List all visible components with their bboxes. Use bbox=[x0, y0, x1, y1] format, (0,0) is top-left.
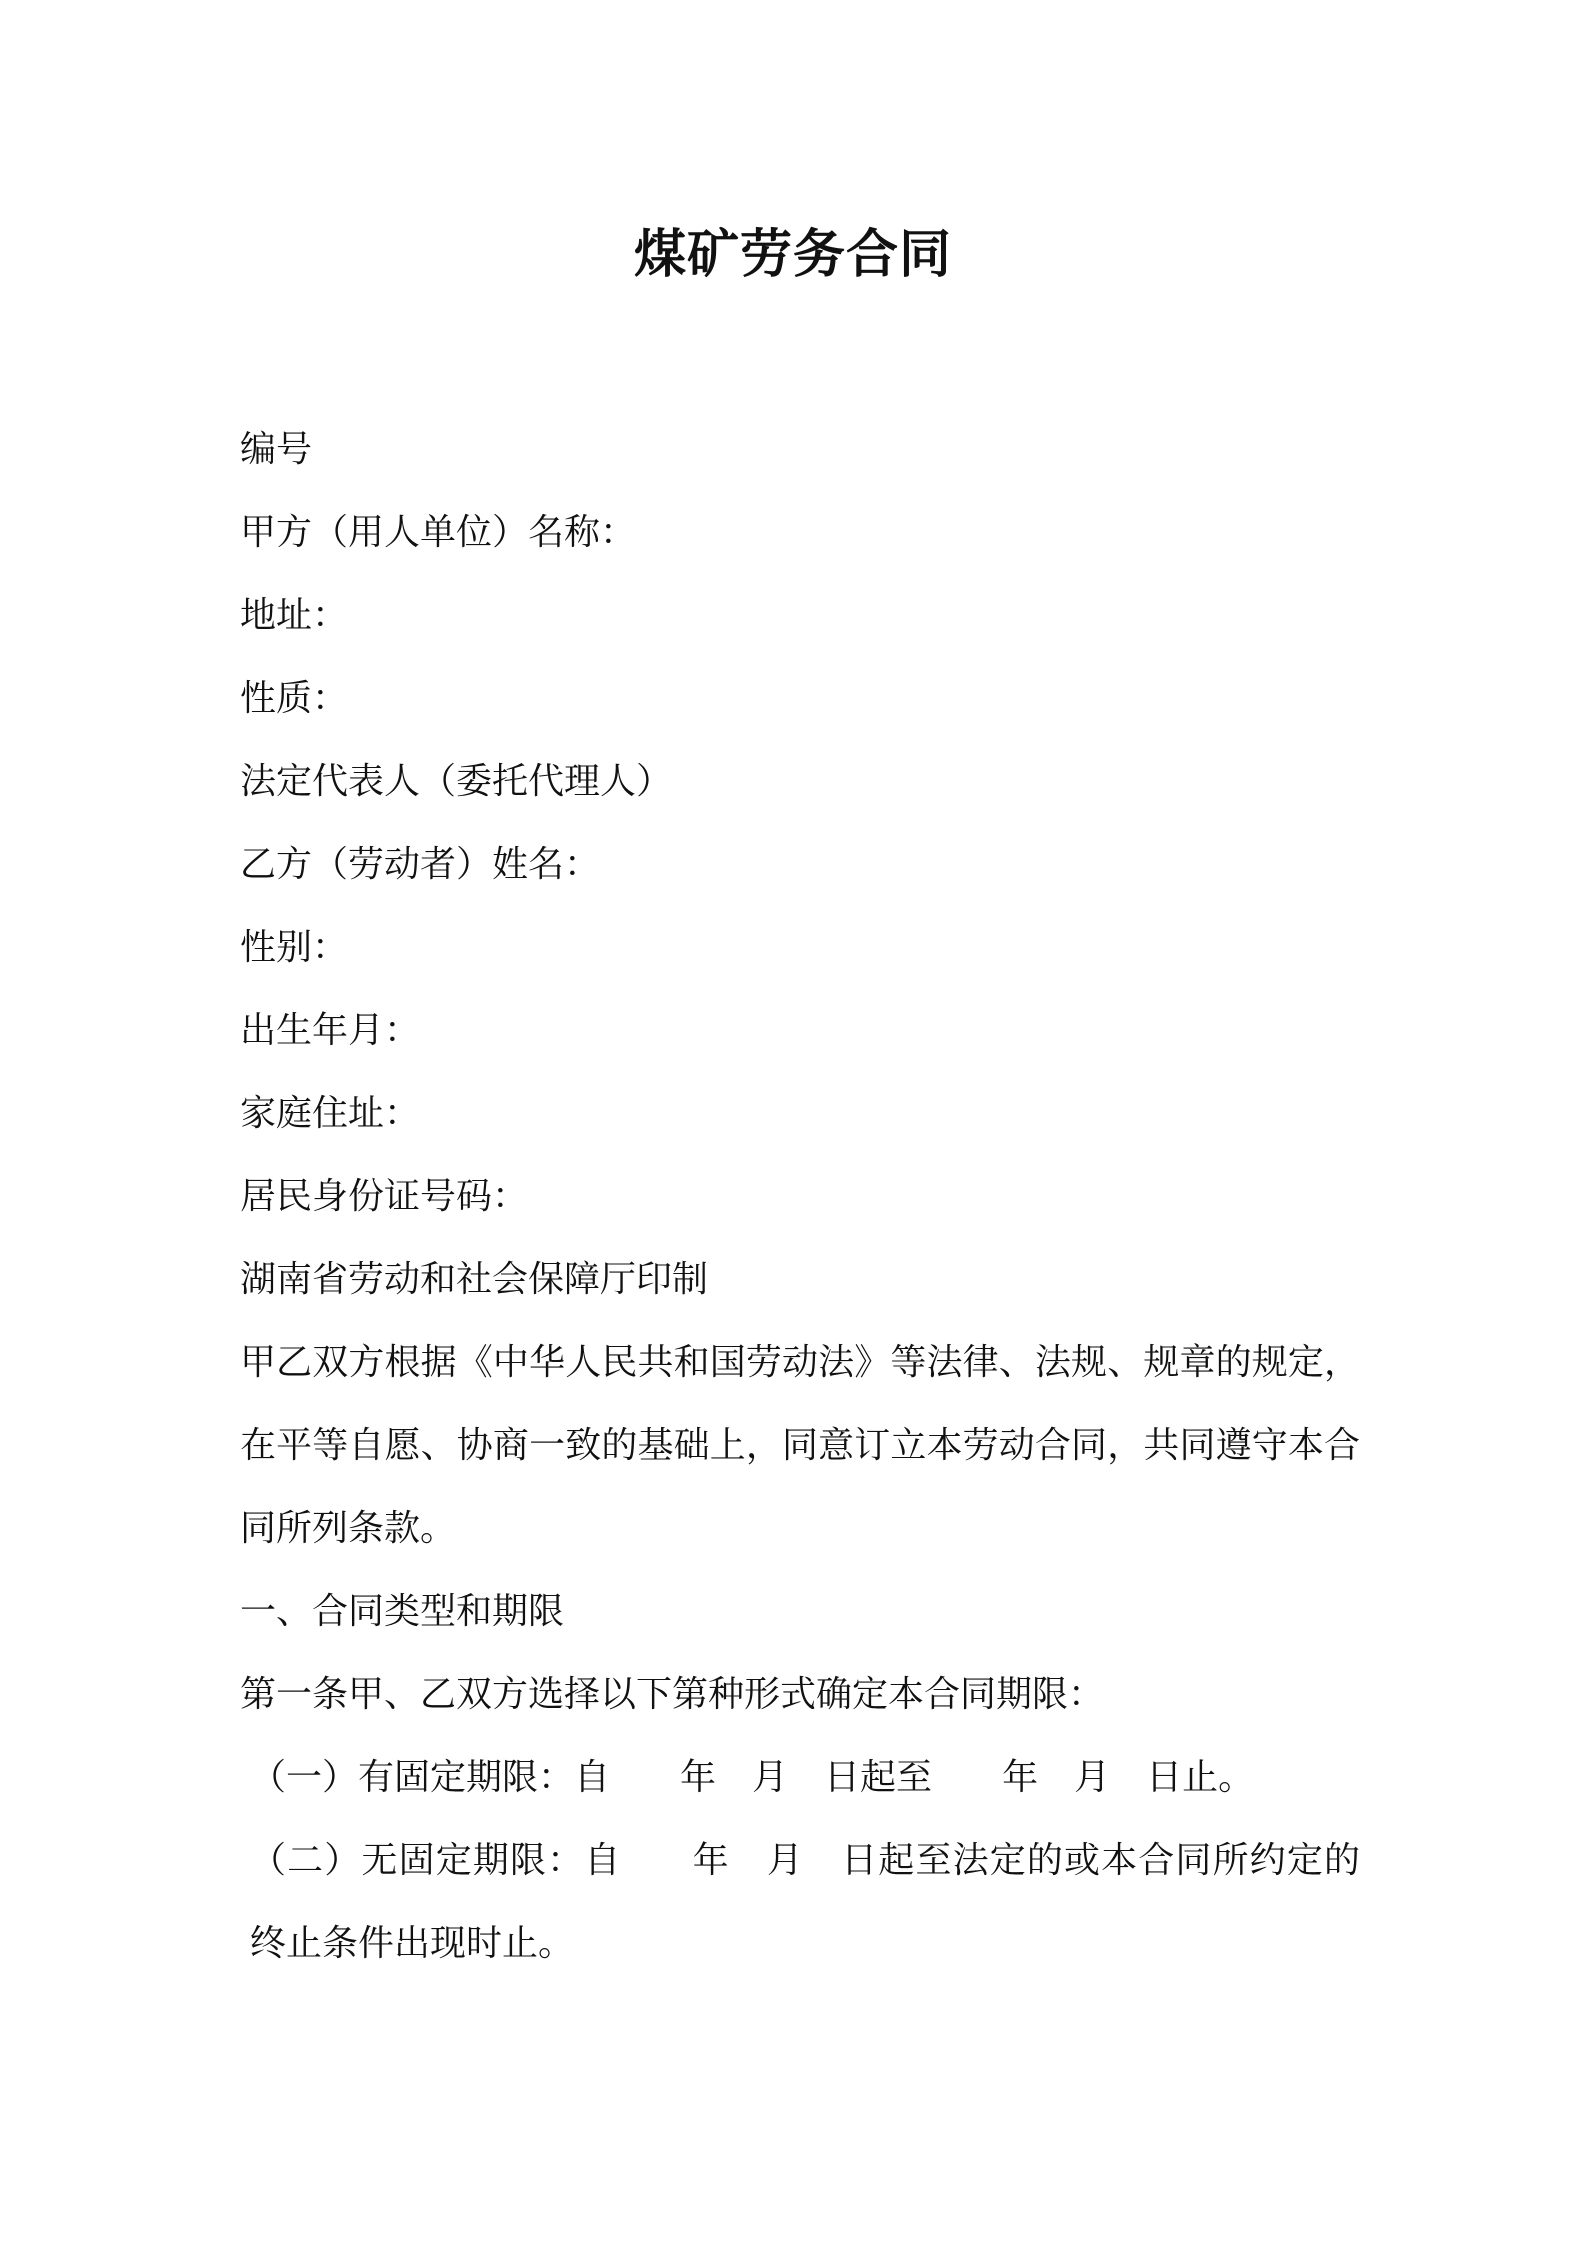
option-2-rest: 日起至法定的或本合同所约定的终止条件出现时止。 bbox=[250, 1840, 1360, 1964]
field-party-b-name: 乙方（劳动者）姓名： bbox=[240, 844, 601, 885]
option-1-year-2: 年 bbox=[1002, 1757, 1039, 1798]
document-body bbox=[240, 408, 1360, 1985]
option-1-month-1: 月 bbox=[752, 1757, 789, 1798]
preamble-paragraph: 甲乙双方根据《中华人民共和国劳动法》等法律、法规、规章的规定，在平等自愿、协商一致的基础上，同意订立本劳动合同，共同遵守本合同所列条款。 bbox=[240, 1342, 1360, 1549]
option-2-paragraph bbox=[240, 1819, 1360, 1985]
option-2-year: 年 bbox=[691, 1840, 730, 1881]
field-legal-rep: 法定代表人（委托代理人） bbox=[240, 761, 673, 802]
field-printer: 湖南省劳动和社会保障厅印制 bbox=[240, 1259, 709, 1300]
article-1: 第一条甲、乙双方选择以下第种形式确定本合同期限： bbox=[240, 1674, 1105, 1715]
field-number: 编号 bbox=[240, 429, 313, 470]
field-nature: 性质： bbox=[240, 678, 349, 719]
section-1-heading: 一、合同类型和期限 bbox=[240, 1591, 565, 1632]
option-1-month-2: 月 bbox=[1074, 1757, 1111, 1798]
field-gender: 性别： bbox=[240, 927, 349, 968]
option-1-label: （一）有固定期限：自 bbox=[250, 1757, 611, 1798]
option-1-year-1: 年 bbox=[680, 1757, 717, 1798]
field-address: 地址： bbox=[240, 595, 349, 636]
field-birth: 出生年月： bbox=[240, 1010, 421, 1051]
option-1-day-to: 日止。 bbox=[1146, 1757, 1255, 1798]
option-2-label: （二）无固定期限：自 bbox=[250, 1840, 622, 1881]
option-1-day-from: 日起至 bbox=[824, 1757, 933, 1798]
field-home-address: 家庭住址： bbox=[240, 1093, 421, 1134]
option-2-month: 月 bbox=[765, 1840, 805, 1881]
document-title: 煤矿劳务合同 bbox=[633, 225, 952, 285]
field-id-number: 居民身份证号码： bbox=[240, 1176, 529, 1217]
option-1-line bbox=[240, 1736, 1360, 1819]
field-party-a-name: 甲方（用人单位）名称： bbox=[240, 512, 637, 553]
